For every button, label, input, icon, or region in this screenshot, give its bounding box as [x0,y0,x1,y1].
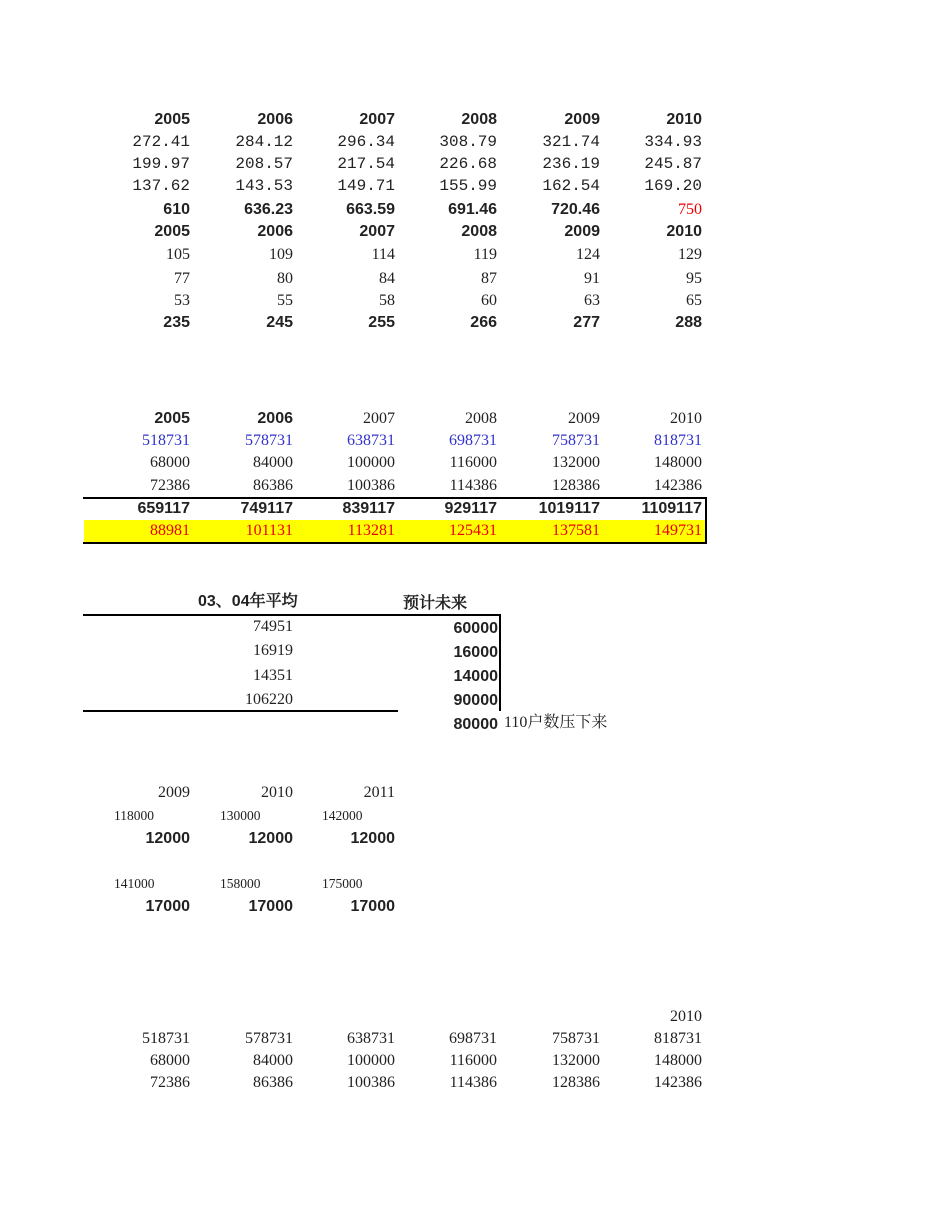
cell-highlighted[interactable]: 125431 [449,522,497,539]
cell[interactable]: 217.54 [337,155,395,173]
cell[interactable]: 691.46 [448,201,497,218]
cell[interactable]: 91 [584,270,600,287]
cell[interactable]: 105 [166,246,190,263]
cell[interactable]: 2005 [154,111,190,128]
cell[interactable]: 638731 [347,432,395,449]
cell[interactable]: 149.71 [337,177,395,195]
table-border-bottom [83,542,707,544]
cell[interactable]: 2008 [465,410,497,427]
cell[interactable]: 142386 [654,1074,702,1091]
cell[interactable]: 86386 [253,1074,293,1091]
block5-year-row [85,1006,705,1028]
cell[interactable]: 155.99 [439,177,497,195]
cell[interactable]: 114386 [449,477,497,494]
cell[interactable]: 308.79 [439,133,497,151]
cell[interactable]: 68000 [150,1052,190,1069]
future-value[interactable]: 14000 [453,668,498,685]
cell[interactable]: 12000 [248,830,293,847]
block2-row-c [85,475,705,497]
block5-row-c [85,1072,705,1094]
cell[interactable]: 818731 [654,432,702,449]
cell[interactable]: 137.62 [132,177,190,195]
block1-row-b [85,153,705,175]
avg-value[interactable]: 74951 [253,618,293,635]
cell[interactable]: 86386 [253,477,293,494]
cell[interactable]: 141000 [114,876,155,891]
cell[interactable]: 116000 [449,454,497,471]
cell[interactable]: 142386 [654,477,702,494]
cell[interactable]: 55 [277,292,293,309]
cell[interactable]: 116000 [449,1052,497,1069]
cell[interactable]: 58 [379,292,395,309]
cell[interactable]: 72386 [150,477,190,494]
cell[interactable]: 2010 [261,784,293,801]
block1-row-f [85,290,705,312]
cell[interactable]: 129 [678,246,702,263]
cell[interactable]: 2010 [670,410,702,427]
cell[interactable]: 12000 [145,830,190,847]
cell[interactable]: 95 [686,270,702,287]
cell[interactable]: 277 [573,314,600,331]
cell[interactable]: 2009 [568,410,600,427]
cell[interactable]: 288 [675,314,702,331]
cell[interactable]: 143.53 [235,177,293,195]
cell[interactable]: 68000 [150,454,190,471]
cell-highlighted[interactable]: 113281 [347,522,395,539]
cell[interactable]: 12000 [350,830,395,847]
future-value[interactable]: 16000 [453,644,498,661]
cell[interactable]: 610 [163,201,190,218]
cell[interactable]: 296.34 [337,133,395,151]
cell[interactable]: 100000 [347,454,395,471]
cell[interactable]: 84000 [253,1052,293,1069]
cell[interactable]: 518731 [142,432,190,449]
cell[interactable]: 929117 [444,500,497,517]
cell[interactable]: 1019117 [538,500,600,517]
cell[interactable]: 2006 [257,410,293,427]
avg-title[interactable]: 03、04年平均 [198,593,298,610]
block4-year-row [85,782,705,804]
cell[interactable]: 53 [174,292,190,309]
cell[interactable]: 818731 [654,1030,702,1047]
future-value[interactable]: 80000 [453,716,498,733]
cell[interactable]: 2008 [461,223,497,240]
cell-highlighted[interactable]: 149731 [654,522,702,539]
cell[interactable]: 2009 [564,111,600,128]
cell[interactable]: 118000 [114,808,154,823]
block1-header-row [85,109,705,131]
cell[interactable]: 749117 [240,500,293,517]
cell[interactable]: 162.54 [542,177,600,195]
future-value[interactable]: 60000 [453,620,498,637]
cell[interactable]: 2007 [359,223,395,240]
block1-total-row [85,199,705,221]
cell[interactable]: 128386 [552,477,600,494]
cell[interactable]: 758731 [552,1030,600,1047]
block2-highlight-row [85,520,705,542]
cell[interactable]: 245.87 [644,155,702,173]
cell[interactable]: 100386 [347,1074,395,1091]
cell[interactable]: 698731 [449,432,497,449]
cell[interactable]: 208.57 [235,155,293,173]
cell[interactable]: 175000 [322,876,363,891]
cell-highlighted[interactable]: 101131 [245,522,293,539]
block1-row-a [85,131,705,153]
block4-diff-row-a [85,828,705,850]
cell[interactable]: 119 [473,246,497,263]
cell[interactable]: 17000 [248,898,293,915]
cell-highlighted[interactable]: 750 [678,201,702,218]
cell[interactable]: 578731 [245,1030,293,1047]
cell[interactable]: 2010 [670,1008,702,1025]
cell[interactable]: 284.12 [235,133,293,151]
avg-value[interactable]: 106220 [245,691,293,708]
cell[interactable]: 236.19 [542,155,600,173]
cell[interactable]: 142000 [322,808,363,823]
table-border-right [705,497,707,544]
cell[interactable]: 720.46 [551,201,600,218]
future-table-right-border [499,614,501,711]
block5-row-a [85,1028,705,1050]
block1-row-c [85,175,705,197]
cell[interactable]: 132000 [552,454,600,471]
cell[interactable]: 109 [269,246,293,263]
cell[interactable]: 148000 [654,454,702,471]
cell[interactable]: 100386 [347,477,395,494]
cell[interactable]: 63 [584,292,600,309]
cell[interactable]: 758731 [552,432,600,449]
block1-row-e [85,268,705,290]
cell-highlighted[interactable]: 88981 [150,522,190,539]
cell[interactable]: 255 [368,314,395,331]
cell[interactable]: 1109117 [641,500,702,517]
cell[interactable]: 663.59 [346,201,395,218]
cell[interactable]: 245 [266,314,293,331]
cell-highlighted[interactable]: 137581 [552,522,600,539]
cell[interactable]: 84000 [253,454,293,471]
cell[interactable]: 87 [481,270,497,287]
block5-row-b [85,1050,705,1072]
cell[interactable]: 17000 [350,898,395,915]
cell[interactable]: 60 [481,292,497,309]
cell[interactable]: 158000 [220,876,261,891]
cell[interactable]: 148000 [654,1052,702,1069]
cell[interactable]: 114 [371,246,395,263]
block2-row-a [85,430,705,452]
cell[interactable]: 80 [277,270,293,287]
cell[interactable]: 2009 [158,784,190,801]
cell[interactable]: 2005 [154,223,190,240]
cell[interactable]: 578731 [245,432,293,449]
block2-header-row [85,408,705,430]
cell[interactable]: 72386 [150,1074,190,1091]
cell[interactable]: 130000 [220,808,261,823]
cell[interactable]: 839117 [342,500,395,517]
cell[interactable]: 2010 [666,111,702,128]
cell[interactable]: 321.74 [542,133,600,151]
cell[interactable]: 2009 [564,223,600,240]
cell[interactable]: 77 [174,270,190,287]
cell[interactable]: 2007 [359,111,395,128]
cell[interactable]: 638731 [347,1030,395,1047]
cell[interactable]: 2006 [257,111,293,128]
cell[interactable]: 2011 [363,784,395,801]
cell[interactable]: 169.20 [644,177,702,195]
cell[interactable]: 272.41 [132,133,190,151]
cell[interactable]: 65 [686,292,702,309]
block1-row-d [85,244,705,266]
note-text[interactable]: 110户数压下来 [504,714,608,731]
cell[interactable]: 518731 [142,1030,190,1047]
cell[interactable]: 636.23 [244,201,293,218]
future-value[interactable]: 90000 [453,692,498,709]
cell[interactable]: 100000 [347,1052,395,1069]
cell[interactable]: 2010 [666,223,702,240]
cell[interactable]: 2007 [363,410,395,427]
cell[interactable]: 266 [470,314,497,331]
cell[interactable]: 2005 [154,410,190,427]
cell[interactable]: 199.97 [132,155,190,173]
block1-header-row-2 [85,221,705,243]
cell[interactable]: 2008 [461,111,497,128]
block4-diff-row-b [85,896,705,918]
cell[interactable]: 124 [576,246,600,263]
avg-value[interactable]: 14351 [253,667,293,684]
cell[interactable]: 226.68 [439,155,497,173]
future-title[interactable]: 预计未来 [403,595,468,612]
cell[interactable]: 334.93 [644,133,702,151]
cell[interactable]: 132000 [552,1052,600,1069]
cell[interactable]: 114386 [449,1074,497,1091]
cell[interactable]: 17000 [145,898,190,915]
cell[interactable]: 235 [163,314,190,331]
block2-total-row [85,498,705,520]
block1-total-row-2 [85,312,705,334]
block2-row-b [85,452,705,474]
cell[interactable]: 84 [379,270,395,287]
cell[interactable]: 698731 [449,1030,497,1047]
cell[interactable]: 659117 [137,500,190,517]
cell[interactable]: 2006 [257,223,293,240]
avg-table-bottom-border [83,710,398,712]
cell[interactable]: 128386 [552,1074,600,1091]
avg-value[interactable]: 16919 [253,642,293,659]
